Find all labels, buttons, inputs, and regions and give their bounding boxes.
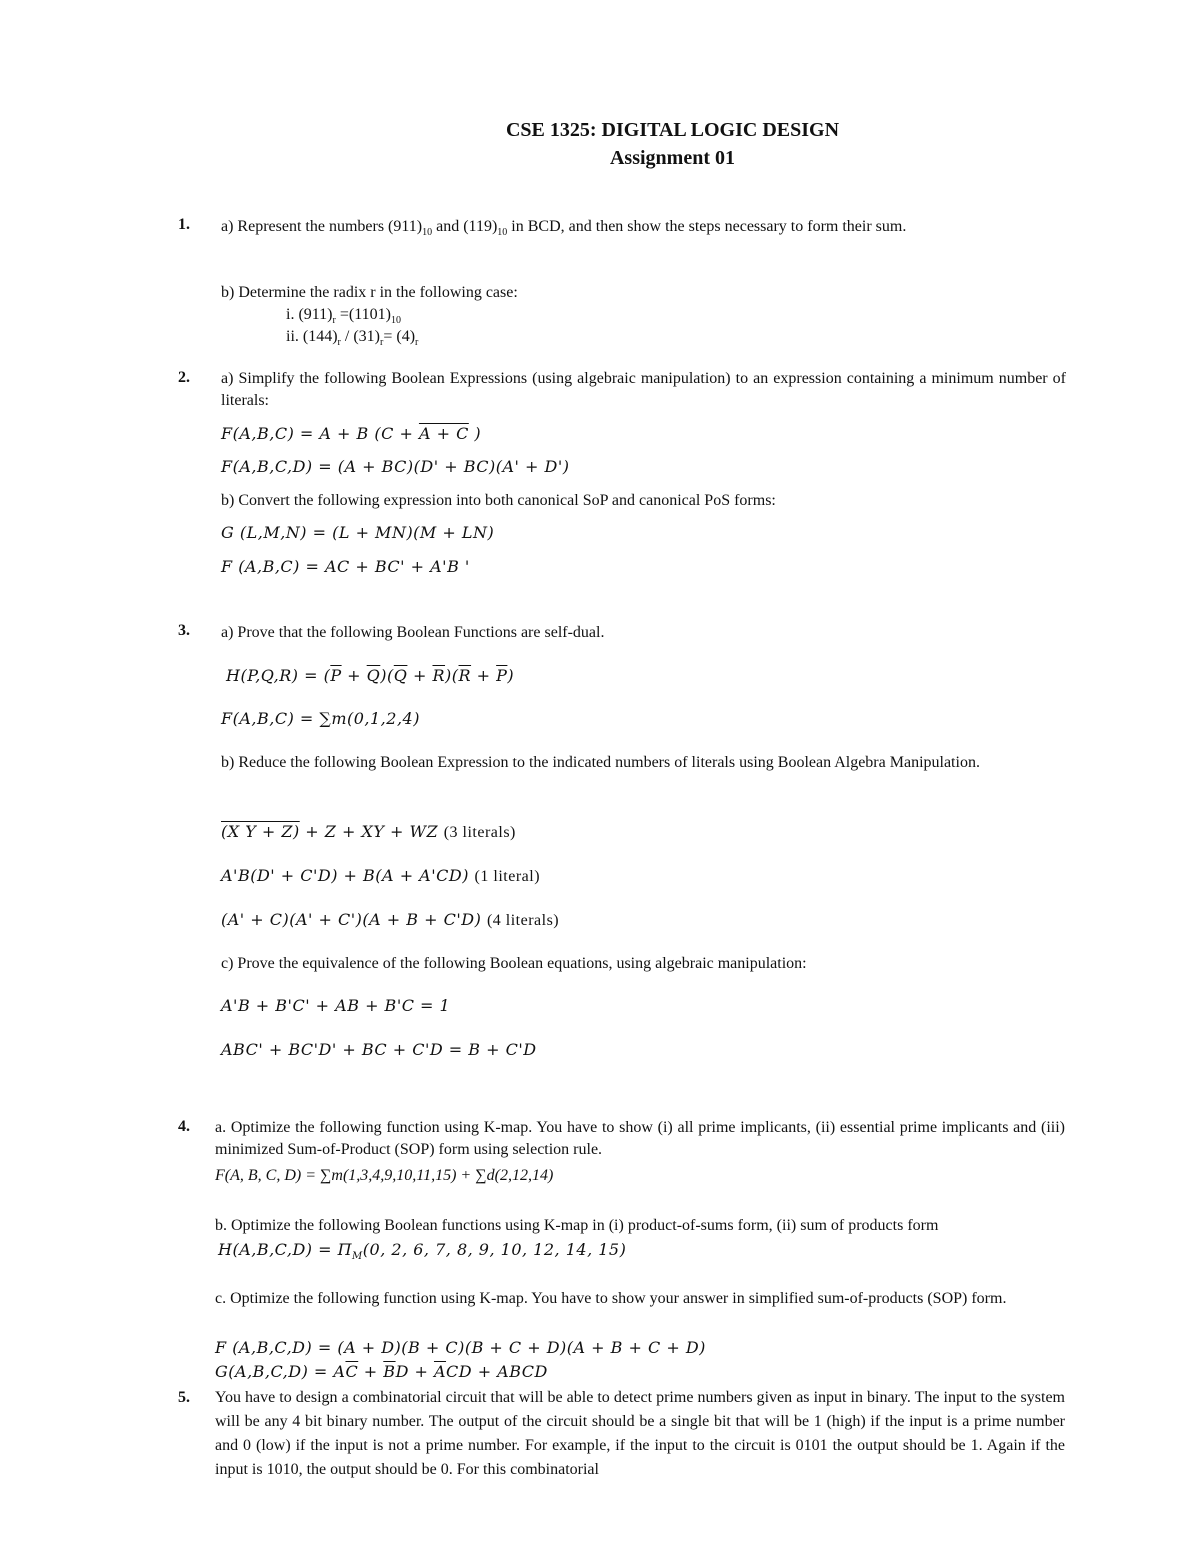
q4-c-equation-1: F (A,B,C,D) = (A + D)(B + C)(B + C + D)(A + B + C + D)	[215, 1338, 706, 1357]
q3-equation-4: A'B(D' + C'D) + B(A + A'CD) (1 literal)	[221, 866, 541, 885]
q2-equation-3: G (L,M,N) = (L + MN)(M + LN)	[221, 523, 495, 542]
q3-equation-7: ABC' + BC'D' + BC + C'D = B + C'D	[221, 1040, 537, 1059]
q2-part-b: b) Convert the following expression into both canonical SoP and canonical PoS forms:	[221, 492, 776, 509]
document-title	[0, 116, 1200, 144]
q3-equation-6: A'B + B'C' + AB + B'C = 1	[221, 996, 451, 1015]
q3-part-b: b) Reduce the following Boolean Expression to the indicated numbers of literals using Boolean Algebra Manipulation.	[221, 754, 980, 771]
question-2-number: 2.	[178, 369, 190, 386]
q1-b-item-i: i. $(911)_r =(1101)_{10}$	[286, 306, 401, 327]
course-code: CSE 1325:	[505, 119, 597, 141]
q3-equation-3: (X Y + Z) + Z + XY + WZ (3 literals)	[221, 822, 516, 841]
q1-part-a: a) Represent the numbers $(911)_{10}$ and $(119)_{10}$ in BCD, and then show the steps necessary to form their sum.	[221, 218, 907, 239]
q3-part-c: c) Prove the equivalence of the following Boolean equations, using algebraic manipulation:	[221, 955, 807, 972]
q5-text: You have to design a combinatorial circuit that will be able to detect prime numbers given as input in binary. The input to the system will be any 4 bit binary number. The output of the circuit should be a single bit that will be 1 (high) if the input is a prime number and 0 (low) if the input is not a prime number. For example, if the input to the circuit is 0101 the output should be 1. Again if the input is 1010, the output should be 0. For this combinatorial	[215, 1389, 1065, 1478]
q4-c-equation-2: $G(A,B,C,D) = A\overline{C} + \overline{B}D + \overline{A}CD$ + ABCD	[215, 1362, 548, 1381]
assignment-title: Assignment 01	[609, 147, 735, 169]
q4-part-c: c. Optimize the following function using K-map. You have to show your answer in simplified sum-of-products (SOP) form.	[215, 1290, 1007, 1307]
question-4-number: 4.	[178, 1118, 190, 1135]
course-title: DIGITAL LOGIC DESIGN	[601, 119, 840, 141]
q3-equation-5: (A' + C)(A' + C')(A + B + C'D) (4 literals)	[221, 910, 560, 929]
q4-b-equation: $H(A,B,C,D) = \Pi_M(0$, 2, 6, 7, 8, 9, 10, 12, 14, 15)	[218, 1240, 627, 1263]
q3-equation-1: $H(P,Q,R) = (\overline{P} + \overline{Q})(\overline{Q} + \overline{R})(\overline{R} + \overline{P})$	[226, 666, 515, 685]
question-3-number: 3.	[178, 622, 190, 639]
q3-part-a: a) Prove that the following Boolean Functions are self-dual.	[221, 624, 605, 641]
q1-part-b: b) Determine the radix r in the following case:	[221, 284, 518, 301]
q4-part-a: a. Optimize the following function using K-map. You have to show (i) all prime implicants, (ii) essential prime implicants and (iii) minimized Sum-of-Product (SOP) form using selection rule.	[215, 1119, 1065, 1158]
q3-equation-2: F(A,B,C) = ∑m(0,1,2,4)	[221, 709, 420, 728]
q2-equation-1: F(A,B,C) = A + B (C + A + C )	[221, 424, 482, 443]
q4-part-b: b. Optimize the following Boolean functions using K-map in (i) product-of-sums form, (ii) sum of products form	[215, 1217, 939, 1234]
q2-equation-4: F (A,B,C) = AC + BC' + A'B '	[221, 557, 470, 576]
question-1-number: 1.	[178, 216, 190, 233]
question-5-number: 5.	[178, 1389, 190, 1406]
q1-b-item-ii: ii. $(144)_r / (31)_r= (4)_r$	[286, 328, 419, 349]
document-header	[0, 116, 1200, 172]
q4-a-equation: F(A, B, C, D) = ∑m(1,3,4,9,10,11,15) + ∑d(2,12,14)	[215, 1167, 554, 1184]
q2-equation-2: F(A,B,C,D) = (A + BC)(D' + BC)(A' + D')	[221, 457, 570, 476]
q2-part-a: a) Simplify the following Boolean Expressions (using algebraic manipulation) to an expression containing a minimum number of literals:	[221, 370, 1066, 409]
